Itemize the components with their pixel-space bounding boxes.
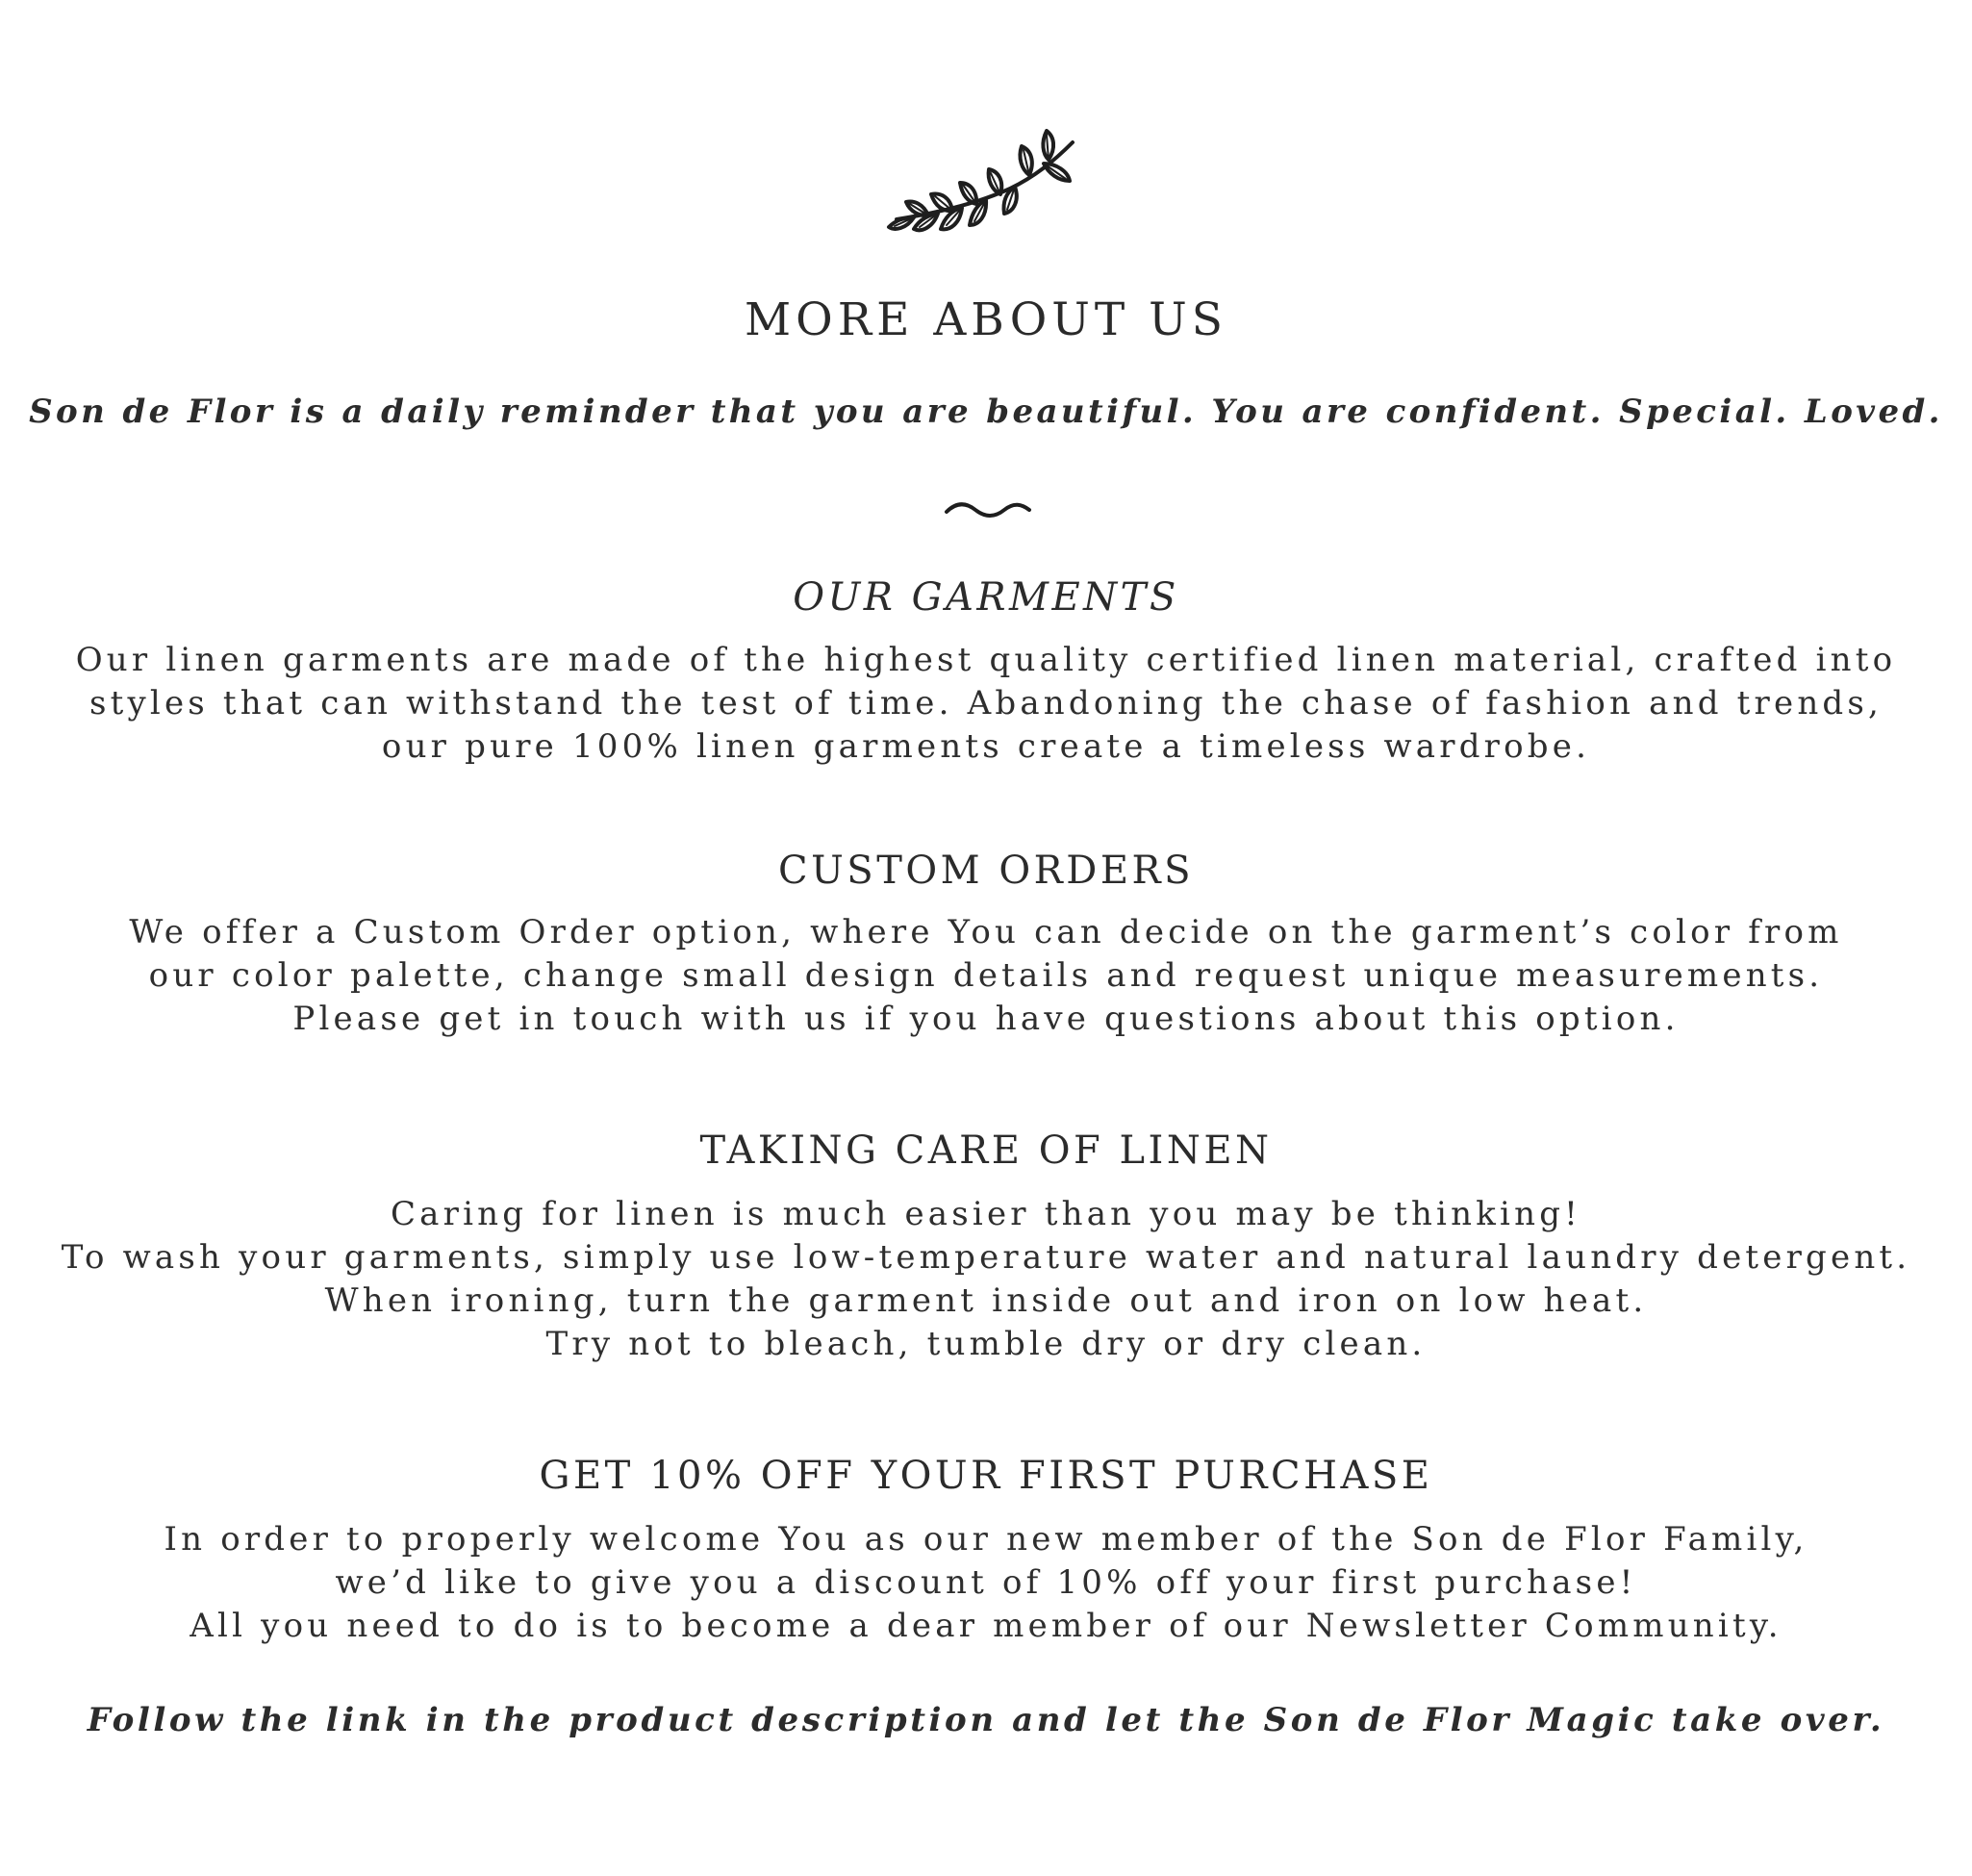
- body-line: we’d like to give you a discount of 10% off your first purchase!: [335, 1563, 1637, 1602]
- section-body-custom-orders: [0, 911, 1972, 1041]
- body-line: our color palette, change small design details and request unique measurements.: [148, 956, 1824, 995]
- body-line: Our linen garments are made of the highest quality certified linen material, crafted into: [75, 641, 1897, 679]
- section-heading-custom-orders: CUSTOM ORDERS: [777, 849, 1195, 893]
- body-line: Please get in touch with us if you have questions about this option.: [292, 1000, 1680, 1038]
- leaf-sprig-icon: [885, 125, 1087, 250]
- body-line: our pure 100% linen garments create a timeless wardrobe.: [381, 727, 1591, 766]
- body-line: When ironing, turn the garment inside out and iron on low heat.: [324, 1281, 1648, 1320]
- body-line: All you need to do is to become a dear member of our Newsletter Community.: [190, 1607, 1782, 1645]
- section-heading-linen-care: TAKING CARE OF LINEN: [699, 1128, 1273, 1173]
- body-line: styles that can withstand the test of time. Abandoning the chase of fashion and trends,: [88, 684, 1884, 723]
- body-line: Caring for linen is much easier than you may be thinking!: [390, 1195, 1582, 1233]
- section-body-our-garments: [0, 639, 1972, 769]
- section-heading-our-garments: OUR GARMENTS: [793, 575, 1179, 620]
- body-line: In order to properly welcome You as our new member of the Son de Flor Family,: [164, 1520, 1808, 1559]
- body-line: To wash your garments, simply use low-temperature water and natural laundry detergent.: [61, 1238, 1911, 1277]
- tagline: Son de Flor is a daily reminder that you are beautiful. You are confident. Special. Loved.: [29, 393, 1943, 431]
- section-heading-discount: GET 10% OFF YOUR FIRST PURCHASE: [539, 1454, 1433, 1498]
- wave-divider-icon: [943, 498, 1033, 523]
- body-line: We offer a Custom Order option, where You can decide on the garment’s color from: [129, 913, 1843, 951]
- closing-call-to-action: Follow the link in the product description and let the Son de Flor Magic take over.: [87, 1701, 1885, 1739]
- body-line: Try not to bleach, tumble dry or dry clean.: [545, 1325, 1427, 1363]
- section-body-linen-care: [0, 1193, 1972, 1366]
- page-title: MORE ABOUT US: [745, 293, 1227, 346]
- section-body-discount: [0, 1518, 1972, 1648]
